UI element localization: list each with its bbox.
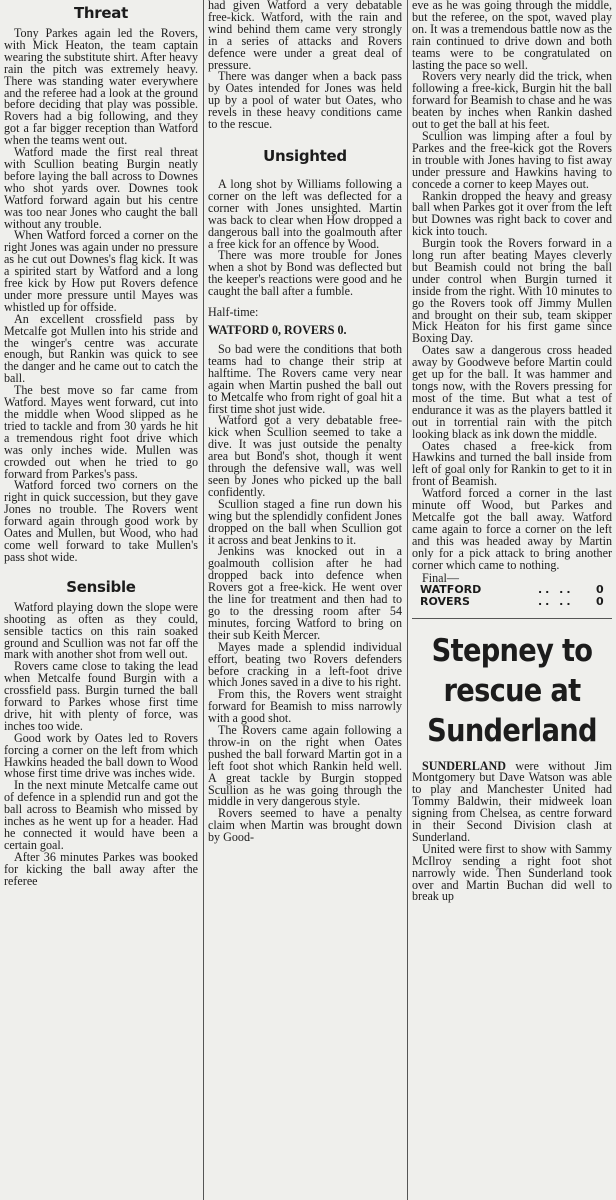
subheading-threat: Threat xyxy=(74,4,128,22)
article-paragraph: From this, the Rovers went straight forward for Beamish to miss narrowly with a good shot. xyxy=(208,687,402,726)
article-paragraph: A long shot by Williams following a corner on the left was deflected for a corner with Jones unsighted. Martin was back to clear when How dropped a dangerous ball into the goalmouth after a free kick for an offence by Wood. xyxy=(208,176,402,251)
subheading-unsighted: Unsighted xyxy=(263,146,347,165)
story-lead-text: were without Jim Montgomery but Dave Watson was able to play and Manchester United had Tommy Baldwin, their midweek loan signing from Chelsea, as centre forward in their Second Division clash at Sunderland. xyxy=(412,758,612,844)
final-dots: .. .. xyxy=(538,594,574,608)
article-paragraph: Watford made the first real threat with Scullion beating Burgin neatly before laying the ball across to Downes who shot yards over. Downes took Watford forward again but his centre was too near Jones who caught the ball without any trouble. xyxy=(4,145,198,231)
article-paragraph: An excellent crossfield pass by Metcalfe got Mullen into his stride and the winger's centre was accurate enough, but Rankin was quick to see the danger and he came out to catch the ball. xyxy=(4,311,198,386)
column-3 xyxy=(407,0,616,1200)
story-lead-paragraph xyxy=(412,758,612,844)
article-paragraph: United were first to show with Sammy McIlroy sending a right foot shot narrowly wide. Then Sunderland took over and Martin Buchan did well to break up xyxy=(412,841,612,904)
final-score: 0 xyxy=(596,594,604,608)
article-paragraph: Rovers came close to taking the lead when Metcalfe found Burgin with a crossfield pass. Burgin turned the ball forward to Parkes whose first time drive, hit with plenty of force, was inches too wide. xyxy=(4,659,198,733)
article-paragraph: Jenkins was knocked out in a goalmouth collision after he had dropped back into defence when Rovers got a free-kick. He went over the line for treatment and then had to go to the dressing room after 54 minutes, forcing Watford to bring on their sub Keith Mercer. xyxy=(208,544,402,642)
article-paragraph: Oates chased a free-kick from Hawkins and turned the ball inside from left of goal only for Rankin to get to it in front of Beamish. xyxy=(412,438,612,489)
article-paragraph: In the next minute Metcalfe came out of defence in a splendid run and got the ball across to Beamish who missed by inches as he went up for a header. Had he connected it would have been a certain goal. xyxy=(4,778,198,852)
article-paragraph: Watford got a very debatable free-kick when Scullion seemed to take a dive. It was just outside the penalty area but Bond's shot, though it went through the defensive wall, was well seen by Jones who picked up the ball confidently. xyxy=(208,413,402,499)
article-paragraph: Watford forced two corners on the right in quick succession, but they gave Jones no trouble. The Rovers went forward again through good work by Oates and Mullen, but Wood, who had come well forward to take Mullen's pass shot wide. xyxy=(4,478,198,564)
article-paragraph: Mayes made a splendid individual effort, beating two Rovers defenders before cracking in a left-foot drive which Jones saved in a dive to his right. xyxy=(208,639,402,690)
headline-line: Stepney to xyxy=(431,632,593,669)
article-paragraph: When Watford forced a corner on the right Jones was again under no pressure as he cut out Downes's flag kick. It was a spirited start by Watford and a long free kick by How put Rovers defence under more pressure until Mayes was whistled up for offside. xyxy=(4,228,198,314)
final-dots: .. .. xyxy=(538,582,574,596)
subheading-sensible: Sensible xyxy=(66,577,136,596)
headline-line: Sunderland xyxy=(427,712,597,749)
article-paragraph: The Rovers came again following a throw-in on the right when Oates pushed the ball forward Martin got in a left foot shot which Rankin held well. A great tackle by Burgin stopped Scullion as he was going through the middle in very dangerous style. xyxy=(208,723,402,809)
article-paragraph: Oates saw a dangerous cross headed away by Goodweve before Martin could get up for the ball. It was hammer and tongs now, with the Rovers pressing for most of the time. But what a test of endurance it was as the players battled it out in torrential rain with the pitch looking black as ink down the middle. xyxy=(412,343,612,441)
final-score-row xyxy=(420,584,612,596)
final-score: 0 xyxy=(596,582,604,596)
article-paragraph: There was more trouble for Jones when a shot by Bond was deflected but the keeper's reactions were good and he caught the ball after a fumble. xyxy=(208,248,402,299)
article-paragraph: Watford forced a corner in the last minute off Wood, but Parkes and Metcalfe got the ball away. Watford came again to force a corner on the left and this was headed away by Martin only for a pick attack to bring another corner which came to nothing. xyxy=(412,486,612,572)
final-team: ROVERS xyxy=(420,594,470,608)
column-2 xyxy=(203,0,406,1200)
article-paragraph: had given Watford a very debatable free-kick. Watford, with the rain and wind behind them came very strongly in a series of attacks and Rovers defence were under a great deal of pressure. xyxy=(208,0,402,72)
article-paragraph: Good work by Oates led to Rovers forcing a corner on the left from which Hawkins headed the ball down to Wood whose first time drive was inches wide. xyxy=(4,730,198,781)
half-time-score: WATFORD 0, ROVERS 0. xyxy=(208,323,347,338)
headline xyxy=(424,631,600,751)
article-paragraph: Scullion was limping after a foul by Parkes and the free-kick got the Rovers in trouble with Jones having to fist away under pressure and Hawkins having to concede a corner to keep Mayes out. xyxy=(412,128,612,191)
section-divider xyxy=(412,618,612,619)
final-team: WATFORD xyxy=(420,582,482,596)
article-paragraph: Scullion staged a fine run down his wing but the splendidly confident Jones dropped on the ball when Scullion got it across and beat Jenkins to it. xyxy=(208,496,402,547)
article-paragraph: So bad were the conditions that both teams had to change their strip at halftime. The Rovers came very near again when Martin pushed the ball out to Metcalfe who from right of goal hit a first time shot just wide. xyxy=(208,342,402,416)
article-paragraph: Rovers seemed to have a penalty claim when Martin was brought down by Good- xyxy=(208,806,402,845)
article-paragraph: After 36 minutes Parkes was booked for kicking the ball away after the referee xyxy=(4,849,198,888)
final-score-label: Final— xyxy=(422,570,459,585)
article-paragraph: There was danger when a back pass by Oates intended for Jones was held up by a pool of water but Oates, who revels in these heavy conditions came to the rescue. xyxy=(208,69,402,132)
article-paragraph: Tony Parkes again led the Rovers, with Mick Heaton, the team captain wearing the substitute shirt. After heavy rain the pitch was extremely heavy. There was standing water everywhere and the referee had a look at the ground before deciding that play was possible. Rovers had a big following, and they got a far bigger reception than Watford when the teams went out. xyxy=(4,26,198,148)
story-lead-caps: SUNDERLAND xyxy=(422,758,506,773)
article-paragraph: Watford playing down the slope were shooting as often as they could, sensible tactics on this rain soaked ground and Scullion was not far off the mark with another shot from well out. xyxy=(4,599,198,662)
final-score-row xyxy=(420,596,612,608)
article-paragraph: eve as he was going through the middle, but the referee, on the spot, waved play on. It was a tremendous battle now as the rain continued to drive down and both teams were to be congratulated on lasting the pace so well. xyxy=(412,0,612,72)
article-paragraph: The best move so far came from Watford. Mayes went forward, cut into the middle when Wood slipped as he tried to tackle and from 30 yards he hit a tremendous right foot drive which was only inches wide. Mullen was crowded out when he tried to go forward from Parkes's pass. xyxy=(4,383,198,481)
headline-line: rescue at xyxy=(443,672,581,709)
article-paragraph: Burgin took the Rovers forward in a long run after beating Mayes cleverly but Beamish could not bring the ball under control when Burgin turned it inside from the right. With 10 minutes to go the Rovers took off Jimmy Mullen and brought on their sub, team skipper Mick Heaton for his first game since Boxing Day. xyxy=(412,236,612,346)
article-paragraph: Rovers very nearly did the trick, when following a free-kick, Burgin hit the ball forward for Beamish to chase and he was beaten by inches when Rankin dashed out to get the ball at his feet. xyxy=(412,69,612,132)
half-time-label: Half-time: xyxy=(208,305,259,320)
article-paragraph: Rankin dropped the heavy and greasy ball when Parkes got it over from the left but Downes was right back to cover and kick into touch. xyxy=(412,188,612,239)
column-1 xyxy=(0,0,202,1200)
